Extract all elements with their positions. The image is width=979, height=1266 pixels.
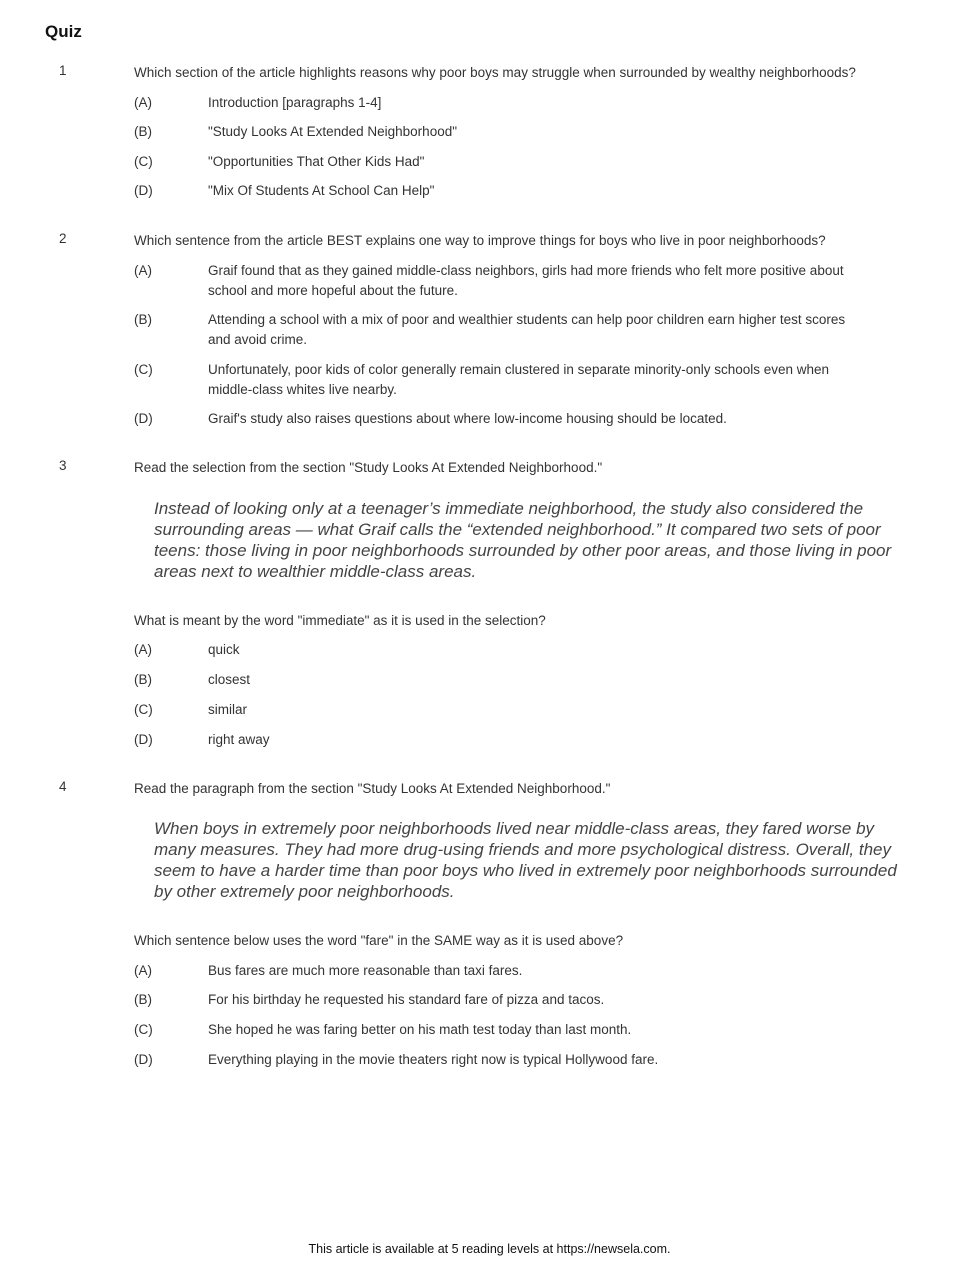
option-letter: (C) (134, 362, 153, 377)
question-number: 1 (59, 63, 67, 78)
quoted-paragraph: When boys in extremely poor neighborhoods lived near middle-class areas, they fared worse by many measures. They had more drug-using friends and more psychological distress. Overall, they seem to have a harder time than poor boys who lived in extremely poor neighborhoods surrounded by other extremely poor neighborhoods. (154, 819, 897, 901)
question-prompt: Which sentence from the article BEST explains one way to improve things for boys who live in poor neighborhoods? (134, 233, 826, 248)
option-letter: (A) (134, 95, 152, 110)
quoted-selection: Instead of looking only at a teenager’s immediate neighborhood, the study also considered the surrounding areas — what Graif calls the “extended neighborhood.” It compared two sets of poor teens: those living in poor neighborhoods surrounded by other poor areas, and those living in poor areas next to wealthier middle-class areas. (154, 499, 892, 581)
question-prompt: Read the paragraph from the section "Study Looks At Extended Neighborhood." (134, 781, 611, 796)
quiz-title: Quiz (45, 22, 82, 41)
option-letter: (C) (134, 702, 153, 717)
option-letter: (A) (134, 642, 152, 657)
option-letter: (B) (134, 312, 152, 327)
option-text: "Mix Of Students At School Can Help" (208, 183, 435, 198)
option-letter: (A) (134, 963, 152, 978)
question-followup: Which sentence below uses the word "fare" in the SAME way as it is used above? (134, 933, 624, 948)
option-letter: (C) (134, 154, 153, 169)
option-letter: (D) (134, 732, 153, 747)
option-text: right away (208, 732, 270, 747)
question-number: 4 (59, 779, 67, 794)
option-text: She hoped he was faring better on his math test today than last month. (208, 1022, 632, 1037)
option-text: Everything playing in the movie theaters right now is typical Hollywood fare. (208, 1052, 659, 1067)
option-text: Attending a school with a mix of poor and wealthier students can help poor children earn higher test scores and avoid crime. (208, 312, 846, 347)
option-letter: (A) (134, 263, 152, 278)
option-text: Graif's study also raises questions about where low-income housing should be located. (208, 411, 727, 426)
option-text: For his birthday he requested his standard fare of pizza and tacos. (208, 992, 605, 1007)
question-prompt: Read the selection from the section "Study Looks At Extended Neighborhood." (134, 460, 603, 475)
option-text: Introduction [paragraphs 1-4] (208, 95, 382, 110)
option-letter: (D) (134, 1052, 153, 1067)
option-text: "Study Looks At Extended Neighborhood" (208, 124, 458, 139)
question-followup: What is meant by the word "immediate" as it is used in the selection? (134, 613, 546, 628)
option-letter: (D) (134, 411, 153, 426)
question-prompt: Which section of the article highlights reasons why poor boys may struggle when surrounded by wealthy neighborhoods? (134, 65, 856, 80)
option-text: Bus fares are much more reasonable than taxi fares. (208, 963, 523, 978)
question-number: 3 (59, 458, 67, 473)
option-text: Graif found that as they gained middle-class neighbors, girls had more friends who felt more positive about school and more hopeful about the future. (208, 263, 844, 298)
option-letter: (B) (134, 672, 152, 687)
question-number: 2 (59, 231, 67, 246)
option-text: similar (208, 702, 247, 717)
option-letter: (B) (134, 992, 152, 1007)
option-letter: (C) (134, 1022, 153, 1037)
option-text: Unfortunately, poor kids of color generally remain clustered in separate minority-only schools even when middle-class whites live nearby. (208, 362, 830, 397)
option-text: quick (208, 642, 240, 657)
footer-note: This article is available at 5 reading levels at https://newsela.com. (308, 1242, 671, 1256)
option-text: "Opportunities That Other Kids Had" (208, 154, 425, 169)
option-letter: (B) (134, 124, 152, 139)
option-letter: (D) (134, 183, 153, 198)
option-text: closest (208, 672, 251, 687)
